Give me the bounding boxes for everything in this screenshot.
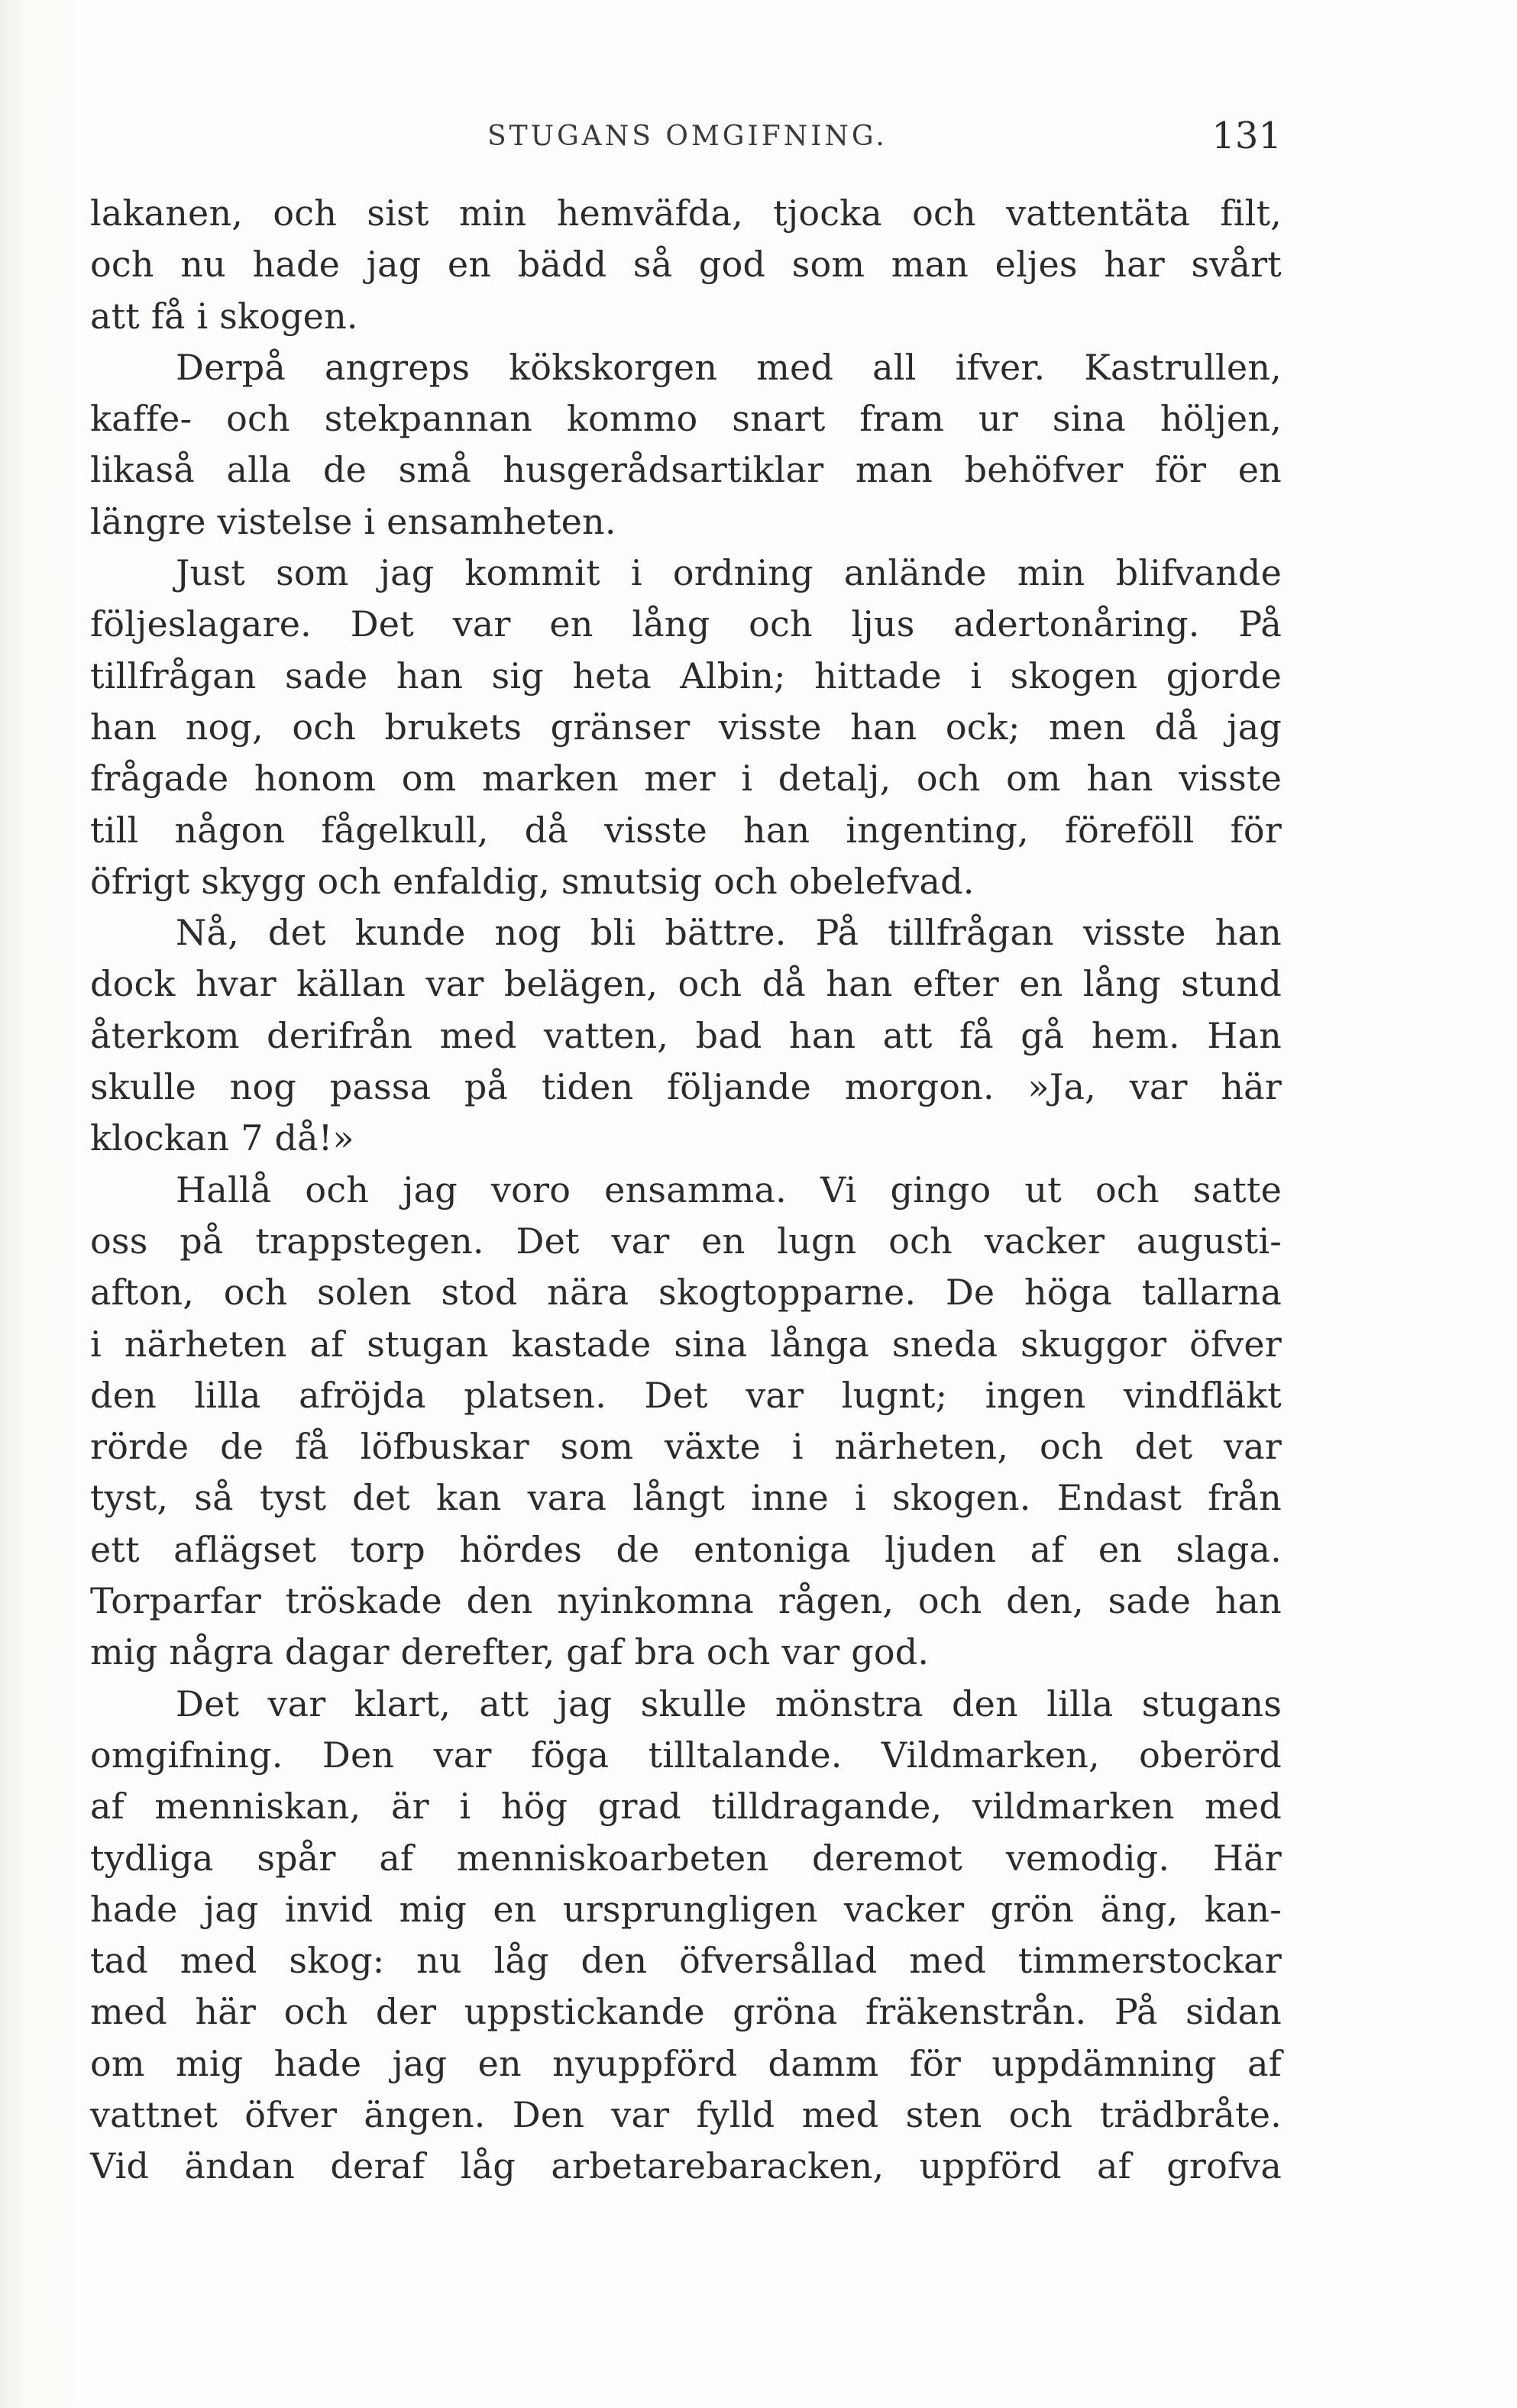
text-line: vattnet öfver ängen. Den var fylld med sten och trädbråte. [90, 2093, 1282, 2135]
text-line: han nog, och brukets gränser visste han ock; men då jag [90, 706, 1282, 748]
text-line: skulle nog passa på tiden följande morgon. »Ja, var här [90, 1066, 1282, 1108]
text-line: hade jag invid mig en ursprungligen vacker grön äng, kan- [90, 1888, 1282, 1930]
text-line: Derpå angreps kökskorgen med all ifver. Kastrullen, [176, 346, 1282, 388]
text-line: öfrigt skygg och enfaldig, smutsig och obelefvad. [90, 860, 975, 902]
page-number: 131 [1211, 115, 1282, 157]
text-line: oss på trappstegen. Det var en lugn och vacker augusti- [90, 1220, 1282, 1262]
body-text [90, 188, 1282, 2193]
text-line: Just som jag kommit i ordning anlände min blifvande [176, 552, 1282, 594]
text-line: Det var klart, att jag skulle mönstra den lilla stugans [176, 1682, 1282, 1724]
text-line: om mig hade jag en nyuppförd damm för uppdämning af [90, 2042, 1282, 2084]
text-line: likaså alla de små husgerådsartiklar man behöfver för en [90, 449, 1282, 491]
text-line: frågade honom om marken mer i detalj, och om han visste [90, 758, 1282, 800]
text-line: afton, och solen stod nära skogtopparne. De höga tallarna [90, 1272, 1282, 1314]
text-line: Vid ändan deraf låg arbetarebaracken, uppförd af grofva [90, 2145, 1282, 2187]
text-line: lakanen, och sist min hemväfda, tjocka och vattentäta filt, [90, 192, 1282, 234]
text-line: Hallå och jag voro ensamma. Vi gingo ut och satte [176, 1168, 1282, 1210]
text-line: tillfrågan sade han sig heta Albin; hittade i skogen gjorde [90, 655, 1282, 697]
text-line: tyst, så tyst det kan vara långt inne i skogen. Endast från [90, 1477, 1282, 1519]
text-line: följeslagare. Det var en lång och ljus adertonåring. På [90, 603, 1282, 645]
text-line: att få i skogen. [90, 295, 358, 337]
text-line: af menniskan, är i hög grad tilldragande, vildmarken med [90, 1786, 1282, 1828]
text-line: längre vistelse i ensamheten. [90, 500, 616, 542]
text-line: återkom derifrån med vatten, bad han att få gå hem. Han [90, 1014, 1282, 1056]
text-line: och nu hade jag en bädd så god som man eljes har svårt [90, 244, 1282, 286]
page-header [90, 115, 1282, 168]
text-line: den lilla afröjda platsen. Det var lugnt; ingen vindfläkt [90, 1374, 1282, 1416]
text-line: tydliga spår af menniskoarbeten deremot vemodig. Här [90, 1837, 1282, 1879]
text-line: tad med skog: nu låg den öfversållad med timmerstockar [90, 1940, 1282, 1982]
text-line: klockan 7 då!» [90, 1117, 354, 1159]
text-line: dock hvar källan var belägen, och då han efter en lång stund [90, 963, 1282, 1005]
text-line: rörde de få löfbuskar som växte i närheten, och det var [90, 1426, 1282, 1468]
text-line: kaffe- och stekpannan kommo snart fram ur sina höljen, [90, 398, 1282, 440]
text-line: med här och der uppstickande gröna fräkenstrån. På sidan [90, 1991, 1282, 2033]
text-line: till någon fågelkull, då visste han ingenting, föreföll för [90, 809, 1282, 851]
text-line: mig några dagar derefter, gaf bra och var god. [90, 1631, 930, 1673]
running-head: STUGANS OMGIFNING. [487, 121, 888, 152]
text-line: Torparfar tröskade den nyinkomna rågen, och den, sade han [90, 1580, 1282, 1622]
text-line: omgifning. Den var föga tilltalande. Vildmarken, oberörd [90, 1734, 1282, 1776]
text-line: Nå, det kunde nog bli bättre. På tillfrågan visste han [176, 912, 1282, 954]
text-line: ett aflägset torp hördes de entoniga ljuden af en slaga. [90, 1528, 1282, 1570]
text-line: i närheten af stugan kastade sina långa sneda skuggor öfver [90, 1323, 1282, 1365]
